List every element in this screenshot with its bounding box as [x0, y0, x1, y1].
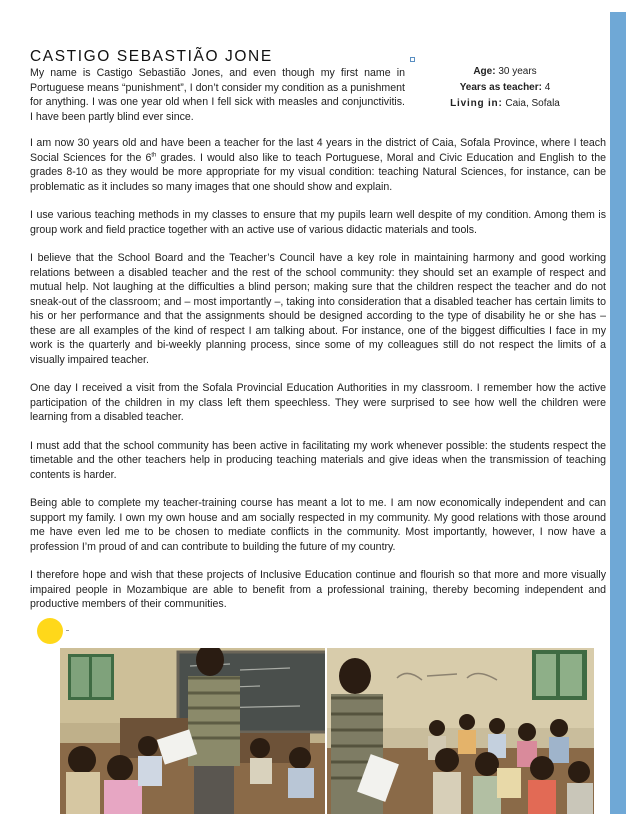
age-value: 30 years: [498, 66, 537, 77]
paragraph: I must add that the school community has been active in facilitating my work whenever possible: the students respect the timetable and the other teachers help in producing teaching materials and give ideas when the transmission of teaching contents is harder.: [30, 439, 606, 481]
living-line: Living in: Caia, Sofala: [450, 98, 560, 109]
classroom-photos: [60, 648, 594, 814]
paragraph: Being able to complete my teacher-training course has meant a lot to me. I am now economically independent and can support my family. I own my own house and am socially respected in my community. My good relations with those around me have even led me to be chosen to mediate conflicts in the community. Most importantly, however, I now have a profession I’m proud of and can contribute to building the future of my country.: [30, 497, 606, 553]
paragraph: I am now 30 years old and have been a teacher for the last 4 years in the district of Caia, Sofala Province, where I teach Social Sciences for the 6th grades. I would also like to teach Portuguese, Moral and Civic Education and English to the grades 8-10 as they would be more appropriate for my visual condition: teaching Natural Sciences, for instance, can be problematic as it includes so many images that one should show and explain.: [30, 137, 606, 193]
intro-paragraph: My name is Castigo Sebastião Jones, and even though my first name in Portuguese means “punishment”, I don’t consider my condition as a punishment for anything. I was one year old when I fell sick with measles and conjunctivitis. I have been partly blind ever since.: [30, 67, 405, 123]
paragraph: I therefore hope and wish that these projects of Inclusive Education continue and flourish so that more and more visually impaired people in Mozambique are able to benefit from a professional training, thereby becoming independent and productive members of their communities.: [30, 569, 606, 610]
decorative-square-icon: [410, 57, 415, 62]
years-value: 4: [544, 82, 551, 93]
teacher-reading-to-class-image: [327, 648, 594, 814]
page-title: CASTIGO SEBASTIÃO JONE: [30, 48, 273, 66]
side-color-bar: [610, 12, 626, 814]
classroom-photo-right: [327, 648, 594, 814]
years-line: Years as teacher: 4: [459, 82, 551, 93]
classroom-photo-left: [60, 648, 325, 814]
profile-info-box: [440, 64, 570, 112]
body-text: [30, 136, 606, 626]
living-value: Caia, Sofala: [505, 98, 560, 109]
intro-paragraph-box: [30, 66, 405, 138]
age-line: Age: 30 years: [473, 66, 537, 77]
teacher-with-students-image: [60, 648, 325, 814]
paragraph: I use various teaching methods in my classes to ensure that my pupils learn well despite of my condition. Among them is group work and field practice together with an active use of various didactic materials and tools.: [30, 209, 606, 236]
paragraph: One day I received a visit from the Sofala Provincial Education Authorities in my classroom. I remember how the active participation of the children in my class left them speechless. They were surprised to see how well the children were learning from a disabled teacher.: [30, 382, 606, 423]
small-dash-mark: [66, 630, 69, 631]
yellow-dot-icon: [37, 618, 63, 644]
paragraph: I believe that the School Board and the Teacher’s Council have a key role in maintaining harmony and good working relations between a disabled teacher and the rest of the school community: they should set an example of respect and mutual help. Not laughing at the difficulties a blind person; making sure that the children respect the teacher and do not sneak-out of the classroom; and – most importantly –, taking into consideration that a disabled teacher has certain limits to his or her performance and that the assignments should be designed according to the type of disability he or she has – these are all examples of the kind of respect I am talking about. For instance, one of the biggest difficulties I face in my work is the quarterly and bi-weekly planning process, since some of my colleagues still do not respect the limits of a visually impaired teacher.: [30, 252, 606, 366]
